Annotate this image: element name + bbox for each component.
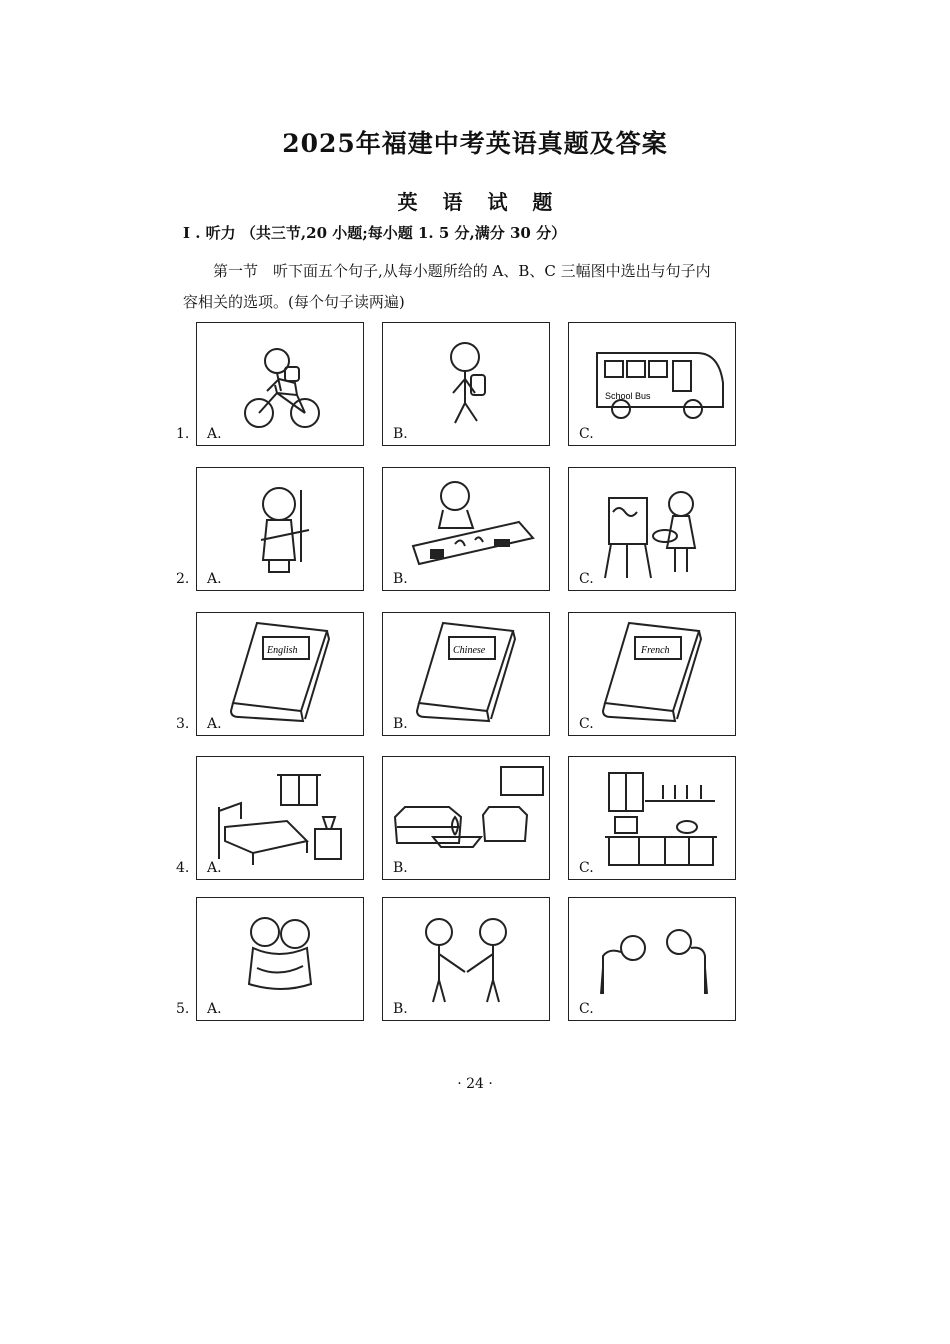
living-room-icon (383, 757, 548, 878)
option-label: C. (579, 860, 594, 876)
option-5c[interactable] (568, 897, 736, 1021)
shaking-hands-icon (383, 898, 548, 1019)
question-2: 2. (176, 571, 190, 587)
book-icon (569, 613, 734, 734)
instruction-line-1: 第一节 听下面五个句子,从每小题所给的 A、B、C 三幅图中选出与句子内 (213, 262, 711, 280)
book-icon (383, 613, 548, 734)
instructions (183, 256, 783, 318)
page-title: 2025年福建中考英语真题及答案 (282, 129, 668, 158)
instruction-line-2: 容相关的选项。(每个句子读两遍) (183, 293, 405, 311)
option-4b[interactable] (382, 756, 550, 880)
option-label: C. (579, 426, 594, 442)
option-5a[interactable] (196, 897, 364, 1021)
section-heading: I . 听力 （共三节,20 小题;每小题 1. 5 分,满分 30 分） (183, 224, 567, 242)
option-5b[interactable] (382, 897, 550, 1021)
option-label: B. (393, 1001, 408, 1017)
page-number: · 24 · (457, 1076, 493, 1092)
option-4a[interactable] (196, 756, 364, 880)
option-4c[interactable] (568, 756, 736, 880)
option-label: A. (207, 716, 222, 732)
book-title-text: French (641, 645, 670, 656)
boy-calligraphy-icon (383, 468, 548, 589)
option-label: B. (393, 716, 408, 732)
option-label: A. (207, 426, 222, 442)
bowing-icon (569, 898, 734, 1019)
option-label: A. (207, 1001, 222, 1017)
option-label: C. (579, 716, 594, 732)
option-label: A. (207, 571, 222, 587)
option-1a[interactable] (196, 322, 364, 446)
option-label: B. (393, 426, 408, 442)
question-4: 4. (176, 860, 190, 876)
option-1c[interactable] (568, 322, 736, 446)
exam-subtitle: 英 语 试 题 (397, 190, 553, 214)
boy-walking-icon (383, 323, 548, 444)
bus-text: School Bus (605, 391, 651, 401)
option-label: B. (393, 860, 408, 876)
question-1: 1. (176, 426, 190, 442)
kitchen-icon (569, 757, 734, 878)
question-3: 3. (176, 716, 190, 732)
option-1b[interactable] (382, 322, 550, 446)
option-label: C. (579, 571, 594, 587)
option-label: A. (207, 860, 222, 876)
option-2a[interactable] (196, 467, 364, 591)
option-label: B. (393, 571, 408, 587)
option-label: C. (579, 1001, 594, 1017)
girl-painting-icon (569, 468, 734, 589)
school-bus-icon (569, 323, 734, 444)
book-title-text: Chinese (453, 645, 486, 656)
option-3b[interactable] (382, 612, 550, 736)
question-5: 5. (176, 1001, 190, 1017)
option-2c[interactable] (568, 467, 736, 591)
option-2b[interactable] (382, 467, 550, 591)
book-title-text: English (267, 645, 298, 656)
option-3c[interactable] (568, 612, 736, 736)
option-3a[interactable] (196, 612, 364, 736)
